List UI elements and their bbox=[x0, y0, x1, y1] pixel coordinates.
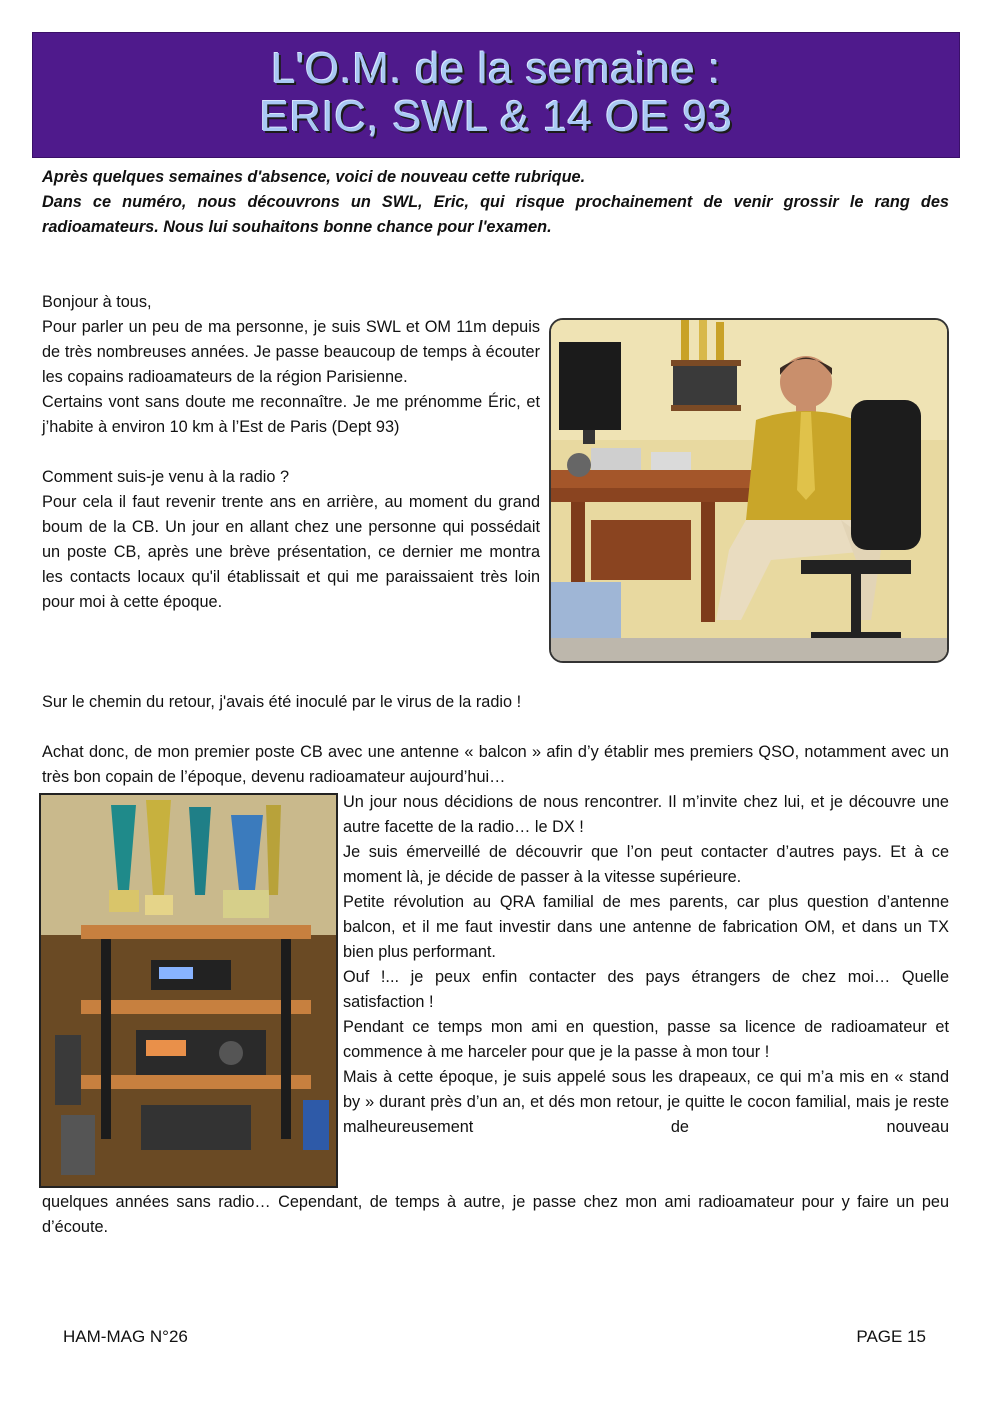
greeting: Bonjour à tous, bbox=[42, 293, 152, 311]
article-column-bottom bbox=[42, 1190, 949, 1240]
paragraph-person: Pour parler un peu de ma personne, je suis SWL et OM 11m depuis de très nombreuses années. Je passe beaucoup de temps à écouter les copains radioamateurs de la région Parisienne. bbox=[42, 318, 540, 386]
article-column-right bbox=[343, 790, 949, 1140]
paragraph-drapeaux-end: quelques années sans radio… Cependant, de temps à autre, je passe chez mon ami radioamateur pour y faire un peu d’écoute. bbox=[42, 1193, 949, 1236]
photo-operator-desk bbox=[549, 318, 949, 663]
article-column-top bbox=[42, 290, 540, 615]
question-heading: Comment suis-je venu à la radio ? bbox=[42, 468, 290, 486]
paragraph-drapeaux: Mais à cette époque, je suis appelé sous les drapeaux, ce qui m’a mis en « stand by » durant près d’un an, et dés mon retour, je quitte le cocon familial, mais je reste malheureusement de nouveau bbox=[343, 1068, 949, 1136]
paragraph-dx: Un jour nous décidions de nous rencontrer. Il m’invite chez lui, et je découvre une autre facette de la radio… le DX ! bbox=[343, 793, 949, 836]
paragraph-qra: Petite révolution au QRA familial de mes parents, car plus question d’antenne balcon, et il me faut investir dans une antenne de fabrication OM, et dans un TX bien plus performant. bbox=[343, 893, 949, 961]
paragraph-virus: Sur le chemin du retour, j'avais été inoculé par le virus de la radio ! bbox=[42, 693, 522, 711]
paragraph-achat: Achat donc, de mon premier poste CB avec une antenne « balcon » afin d’y établir mes premiers QSO, notamment avec un très bon copain de l’époque, devenu radioamateur aujourd’hui… bbox=[42, 743, 949, 786]
paragraph-ouf: Ouf !... je peux enfin contacter des pays étrangers de chez moi… Quelle satisfaction ! bbox=[343, 968, 949, 1011]
intro-block bbox=[42, 165, 949, 240]
paragraph-name: Certains vont sans doute me reconnaître. Je me prénomme Éric, et j’habite à environ 10 km à l’Est de Paris (Dept 93) bbox=[42, 393, 540, 436]
title-banner bbox=[33, 33, 959, 157]
title-line-2: ERIC, SWL & 14 OE 93 bbox=[259, 92, 733, 141]
paragraph-licence: Pendant ce temps mon ami en question, passe sa licence de radioamateur et commence à me harceler pour que je la passe à mon tour ! bbox=[343, 1018, 949, 1061]
paragraph-pays: Je suis émerveillé de découvrir que l’on peut contacter d’autres pays. Et à ce moment là, je décide de passer à la vitesse supérieure. bbox=[343, 843, 949, 886]
title-line-1: L'O.M. de la semaine : bbox=[271, 44, 721, 93]
footer-page-number: PAGE 15 bbox=[856, 1327, 926, 1346]
paragraph-cb: Pour cela il faut revenir trente ans en arrière, au moment du grand boum de la CB. Un jour en allant chez une personne qui possédait un poste CB, après une brève présentation, ce dernier me montra les contacts locaux qu'il établissait et qui me paraissaient très loin pour moi à cette époque. bbox=[42, 493, 540, 611]
footer-magazine: HAM-MAG N°26 bbox=[63, 1327, 188, 1346]
intro-paragraph-1: Après quelques semaines d'absence, voici de nouveau cette rubrique. bbox=[42, 168, 586, 186]
article-column-mid bbox=[42, 690, 949, 790]
intro-paragraph-2: Dans ce numéro, nous découvrons un SWL, Eric, qui risque prochainement de venir grossir le rang des radioamateurs. Nous lui souhaitons bonne chance pour l'examen. bbox=[42, 193, 949, 236]
photo-trophies-radio bbox=[39, 793, 338, 1188]
